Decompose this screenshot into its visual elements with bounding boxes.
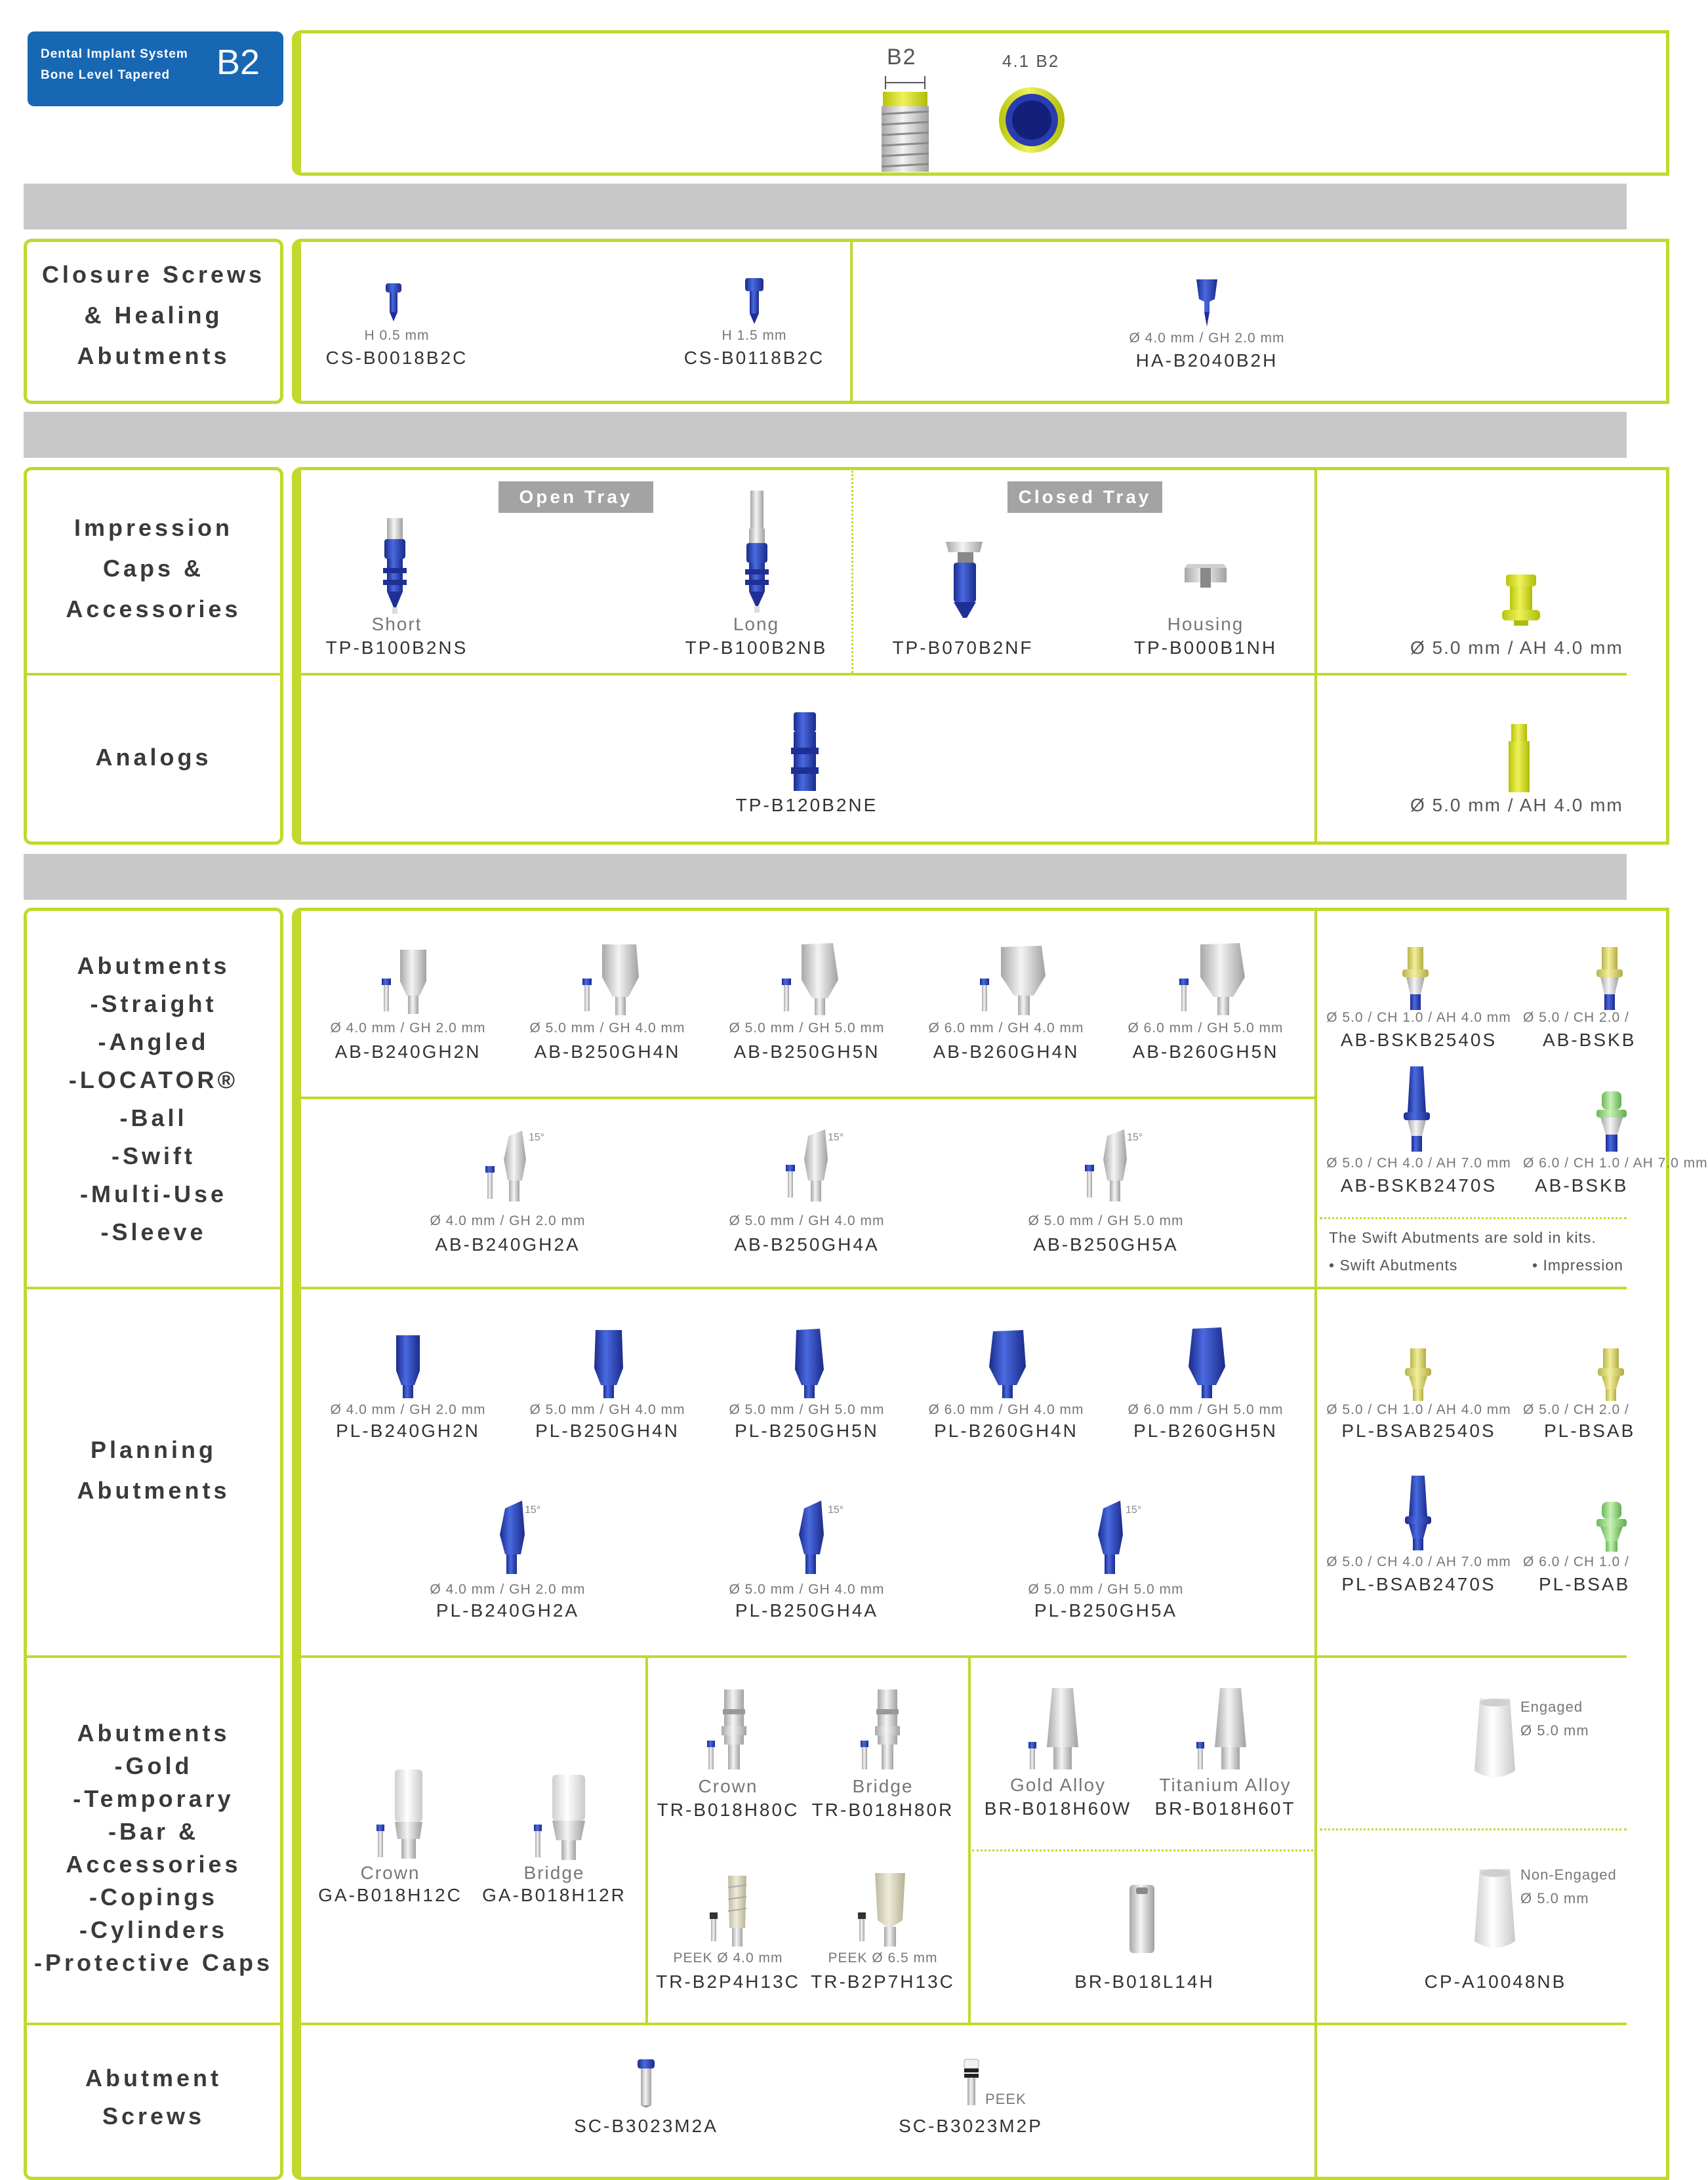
category-line: Caps & bbox=[102, 555, 205, 582]
angle-label: 15° bbox=[828, 1504, 844, 1516]
divider bbox=[292, 673, 1627, 676]
product-code: TP-B000B1NH bbox=[1133, 637, 1278, 658]
divider bbox=[24, 673, 283, 676]
product-code: BR-B018L14H bbox=[1074, 1971, 1215, 1992]
spec-label: PEEK Ø 6.5 mm bbox=[828, 1950, 938, 1966]
spec-label: Ø 5.0 mm bbox=[1520, 1890, 1589, 1907]
divider bbox=[24, 1287, 283, 1289]
spec-label: Ø 5.0 mm / GH 4.0 mm bbox=[729, 1213, 885, 1228]
divider bbox=[292, 1655, 1627, 1658]
yellow-cap-icon bbox=[1502, 575, 1540, 626]
product-code: PL-B240GH2N bbox=[336, 1421, 480, 1441]
category-line: Screws bbox=[102, 2103, 205, 2130]
category-line: Abutments bbox=[77, 1477, 230, 1504]
category-line: Analogs bbox=[95, 744, 212, 771]
product-code: SC-B3023M2P bbox=[899, 2116, 1043, 2136]
category-impression bbox=[24, 508, 283, 630]
product-code: CP-A10048NB bbox=[1424, 1971, 1567, 1992]
product-code: PL-BSAB2470S bbox=[1341, 1574, 1496, 1594]
spec-label: Ø 5.0 mm / GH 4.0 mm bbox=[729, 1582, 885, 1597]
divider bbox=[292, 2023, 1627, 2025]
spec-label: Ø 4.0 mm / GH 2.0 mm bbox=[430, 1213, 586, 1228]
spec-label: Ø 6.0 mm / GH 4.0 mm bbox=[928, 1020, 1084, 1036]
category-line: -Copings bbox=[89, 1884, 218, 1910]
product-code: TR-B018H80C bbox=[657, 1800, 800, 1820]
straight-abutment-icon bbox=[580, 944, 645, 1015]
spec-label: Ø 4.0 mm / GH 2.0 mm bbox=[430, 1582, 586, 1597]
category-line: Abutments bbox=[77, 1720, 230, 1746]
product-code: TP-B100B2NB bbox=[685, 637, 828, 658]
planning-swift-icon bbox=[1405, 1348, 1431, 1401]
straight-abutment-icon bbox=[379, 950, 436, 1015]
straight-abutment-icon bbox=[779, 943, 845, 1015]
divider bbox=[968, 1657, 971, 2024]
dotted-divider bbox=[1320, 1217, 1627, 1219]
swift-abutment-icon bbox=[1596, 947, 1623, 1010]
spec-label: Ø 5.0 / CH 1.0 / AH 4.0 mm bbox=[1326, 1010, 1511, 1025]
product-label: Short bbox=[371, 614, 422, 634]
dotted-divider bbox=[972, 1849, 1313, 1851]
category-line: Abutments bbox=[77, 952, 230, 979]
abutment-screw-icon bbox=[963, 2059, 980, 2108]
category-line: -Angled bbox=[98, 1028, 209, 1055]
gold-abutment-icon bbox=[533, 1775, 589, 1861]
product-code: GA-B018H12R bbox=[482, 1885, 626, 1905]
product-code: TR-B2P7H13C bbox=[811, 1971, 955, 1992]
divider bbox=[301, 1097, 1316, 1099]
product-code: AB-B250GH5A bbox=[1033, 1234, 1179, 1255]
hero-top-label: 4.1 B2 bbox=[1002, 51, 1060, 71]
housing-icon bbox=[1185, 564, 1227, 588]
product-code: CS-B0018B2C bbox=[325, 348, 468, 368]
category-closure bbox=[24, 254, 283, 376]
product-code: AB-BSKB bbox=[1535, 1175, 1629, 1196]
product-code: PL-BSAB bbox=[1544, 1421, 1636, 1441]
brand-model: B2 bbox=[216, 43, 260, 82]
spec-label: Ø 5.0 mm / GH 5.0 mm bbox=[729, 1402, 885, 1417]
category-line: -LOCATOR® bbox=[68, 1066, 239, 1093]
abutment-screw-icon bbox=[638, 2059, 655, 2108]
peek-temporary-icon bbox=[708, 1876, 754, 1948]
spec-label: Ø 6.0 mm / GH 5.0 mm bbox=[1128, 1020, 1284, 1036]
planning-angled-icon bbox=[794, 1501, 826, 1574]
product-code: AB-B260GH4N bbox=[933, 1041, 1080, 1062]
divider bbox=[292, 1287, 1627, 1289]
section-band-1 bbox=[24, 184, 1627, 230]
category-line: & Healing bbox=[84, 302, 223, 329]
spec-label: Ø 5.0 mm / GH 5.0 mm bbox=[729, 1020, 885, 1036]
angled-abutment-icon bbox=[484, 1131, 531, 1204]
category-planning bbox=[24, 1430, 283, 1511]
spec-label: Ø 5.0 / CH 4.0 / AH 7.0 mm bbox=[1326, 1554, 1511, 1569]
spec-label: Ø 5.0 mm bbox=[1520, 1722, 1589, 1739]
spec-label: Ø 4.0 mm / GH 2.0 mm bbox=[1129, 331, 1285, 346]
product-code: PL-BSAB2540S bbox=[1341, 1421, 1496, 1441]
product-code: TP-B100B2NS bbox=[325, 637, 468, 658]
category-line: -Straight bbox=[90, 990, 217, 1017]
product-code: PL-B260GH4N bbox=[934, 1421, 1078, 1441]
product-code: PL-B260GH5N bbox=[1133, 1421, 1278, 1441]
product-code: HA-B2040B2H bbox=[1135, 350, 1278, 371]
angle-label: 15° bbox=[529, 1132, 545, 1143]
category-line: -Gold bbox=[114, 1752, 193, 1779]
planning-abutment-icon bbox=[593, 1330, 624, 1398]
spec-label: Ø 5.0 / CH 1.0 / AH 4.0 mm bbox=[1326, 1402, 1511, 1417]
brand-line2: Bone Level Tapered bbox=[41, 68, 171, 82]
swift-abutment-icon bbox=[1404, 1066, 1430, 1152]
product-code: SC-B3023M2A bbox=[574, 2116, 718, 2136]
temporary-abutment-icon bbox=[706, 1689, 752, 1772]
planning-abutment-icon bbox=[1189, 1327, 1225, 1398]
swift-note-item: • Swift Abutments bbox=[1329, 1257, 1458, 1274]
implant-icon bbox=[872, 73, 938, 172]
product-code: AB-B250GH5N bbox=[733, 1041, 880, 1062]
temporary-abutment-icon bbox=[859, 1689, 905, 1772]
planning-angled-icon bbox=[1093, 1501, 1126, 1574]
product-label: Bridge bbox=[852, 1776, 914, 1796]
straight-abutment-icon bbox=[977, 946, 1049, 1015]
hero-implant-label: B2 bbox=[887, 45, 917, 70]
open-tray-label: Open Tray bbox=[498, 481, 653, 513]
swift-note-item: • Impression bbox=[1532, 1257, 1623, 1274]
product-code: PL-B250GH5N bbox=[735, 1421, 879, 1441]
brand-line1: Dental Implant System bbox=[41, 47, 188, 61]
planning-swift-icon bbox=[1405, 1476, 1431, 1550]
closure-screw-icon bbox=[384, 283, 403, 323]
divider bbox=[1314, 467, 1317, 845]
planning-swift-icon bbox=[1598, 1348, 1624, 1401]
product-code: TP-B120B2NE bbox=[735, 795, 878, 815]
spec-label: Ø 5.0 mm / GH 5.0 mm bbox=[1028, 1582, 1184, 1597]
product-code: AB-BSKB2540S bbox=[1340, 1030, 1497, 1050]
swift-abutment-icon bbox=[1402, 947, 1429, 1010]
product-code: TR-B2P4H13C bbox=[656, 1971, 800, 1992]
spec-label: PEEK bbox=[985, 2091, 1027, 2107]
impression-post-icon bbox=[742, 491, 771, 613]
spec-label: Ø 5.0 / CH 4.0 / AH 7.0 mm bbox=[1326, 1156, 1511, 1171]
spec-label: Ø 4.0 mm / GH 2.0 mm bbox=[330, 1020, 486, 1036]
protective-cap-icon bbox=[1472, 1699, 1518, 1780]
product-code: AB-B250GH4A bbox=[734, 1234, 880, 1255]
product-code: BR-B018H60W bbox=[984, 1798, 1132, 1819]
divider bbox=[1314, 908, 1317, 2180]
category-line: -Swift bbox=[112, 1142, 195, 1169]
product-label: Ø 5.0 mm / AH 4.0 mm bbox=[1410, 637, 1623, 658]
product-code: TR-B018H80R bbox=[811, 1800, 954, 1820]
category-line: -Multi-Use bbox=[80, 1181, 227, 1207]
product-code: PL-B250GH4A bbox=[735, 1600, 879, 1621]
bar-abutment-icon bbox=[1027, 1688, 1084, 1772]
protective-cap-icon bbox=[1472, 1869, 1518, 1950]
category-gold bbox=[24, 1717, 283, 1979]
category-line: -Protective Caps bbox=[33, 1949, 274, 1976]
section-band-2 bbox=[24, 412, 1627, 458]
brand-badge bbox=[28, 31, 283, 106]
spec-label: Ø 6.0 / CH 1.0 / AH 7.0 mm bbox=[1523, 1156, 1708, 1171]
planning-abutment-icon bbox=[395, 1335, 421, 1398]
planning-abutment-icon bbox=[989, 1330, 1026, 1398]
product-code: BR-B018H60T bbox=[1154, 1798, 1296, 1819]
category-abutments bbox=[24, 947, 283, 1251]
divider bbox=[24, 2023, 283, 2025]
analog-icon bbox=[790, 712, 820, 791]
spec-label: Ø 5.0 mm / GH 5.0 mm bbox=[1028, 1213, 1184, 1228]
spec-label: Ø 5.0 / CH 2.0 / bbox=[1523, 1402, 1629, 1417]
product-label: Gold Alloy bbox=[1009, 1775, 1107, 1795]
product-code: TP-B070B2NF bbox=[892, 637, 1034, 658]
category-line: Impression bbox=[73, 514, 234, 541]
product-code: GA-B018H12C bbox=[318, 1885, 462, 1905]
yellow-analog-icon bbox=[1507, 724, 1531, 792]
product-code: CS-B0118B2C bbox=[683, 348, 825, 368]
angled-abutment-icon bbox=[784, 1129, 832, 1204]
planning-swift-icon bbox=[1596, 1502, 1627, 1552]
product-code: AB-BSKB bbox=[1543, 1030, 1637, 1050]
category-line: -Ball bbox=[119, 1104, 188, 1131]
product-code: PL-B250GH5A bbox=[1034, 1600, 1178, 1621]
product-code: AB-B240GH2N bbox=[335, 1041, 481, 1062]
hero-frame bbox=[292, 30, 1669, 176]
category-line: -Cylinders bbox=[79, 1916, 228, 1943]
angle-label: 15° bbox=[1126, 1504, 1142, 1516]
category-line: Accessories bbox=[66, 595, 241, 622]
category-screws bbox=[24, 2059, 283, 2135]
divider bbox=[645, 1657, 648, 2024]
straight-abutment-icon bbox=[1177, 943, 1249, 1015]
planning-angled-icon bbox=[495, 1501, 527, 1574]
spec-label: Engaged bbox=[1520, 1699, 1583, 1715]
product-code: PL-B240GH2A bbox=[436, 1600, 580, 1621]
spec-label: Ø 6.0 mm / GH 4.0 mm bbox=[928, 1402, 1084, 1417]
product-label: Long bbox=[733, 614, 780, 634]
closure-frame bbox=[292, 239, 1669, 404]
cylinder-icon bbox=[1126, 1885, 1158, 1953]
product-code: AB-B240GH2A bbox=[435, 1234, 580, 1255]
angle-label: 15° bbox=[1127, 1132, 1143, 1143]
category-line: Abutments bbox=[77, 342, 230, 369]
bar-abutment-icon bbox=[1195, 1688, 1251, 1772]
closed-tray-post-icon bbox=[945, 542, 984, 620]
peek-temporary-icon bbox=[857, 1873, 909, 1948]
divider bbox=[850, 239, 853, 404]
product-code: AB-B250GH4N bbox=[534, 1041, 681, 1062]
product-label: Ø 5.0 mm / AH 4.0 mm bbox=[1410, 795, 1623, 815]
product-code: PL-B250GH4N bbox=[535, 1421, 680, 1441]
swift-abutment-icon bbox=[1596, 1091, 1627, 1152]
spec-label: Ø 6.0 / CH 1.0 / bbox=[1523, 1554, 1629, 1569]
category-line: Abutment bbox=[85, 2065, 222, 2091]
angle-label: 15° bbox=[828, 1132, 844, 1143]
angled-abutment-icon bbox=[1084, 1129, 1131, 1204]
spec-label: Ø 4.0 mm / GH 2.0 mm bbox=[330, 1402, 486, 1417]
product-label: Housing bbox=[1167, 614, 1244, 634]
implant-top-view-icon bbox=[997, 85, 1067, 155]
gold-abutment-icon bbox=[375, 1769, 428, 1861]
product-code: AB-BSKB2470S bbox=[1340, 1175, 1497, 1196]
category-analogs bbox=[24, 737, 283, 778]
category-line: -Sleeve bbox=[100, 1219, 207, 1245]
category-line: -Temporary bbox=[73, 1785, 234, 1812]
swift-note: The Swift Abutments are sold in kits. bbox=[1329, 1229, 1596, 1246]
product-label: Titanium Alloy bbox=[1159, 1775, 1291, 1795]
product-code: AB-B260GH5N bbox=[1132, 1041, 1279, 1062]
planning-abutment-icon bbox=[794, 1329, 825, 1398]
spec-label: Ø 5.0 mm / GH 4.0 mm bbox=[529, 1402, 685, 1417]
product-code: PL-BSAB bbox=[1539, 1574, 1631, 1594]
product-label: Crown bbox=[698, 1776, 758, 1796]
angle-label: 15° bbox=[525, 1504, 541, 1516]
spec-label: Ø 5.0 / CH 2.0 / bbox=[1523, 1010, 1629, 1025]
category-line: -Bar & Accessories bbox=[66, 1818, 241, 1878]
product-label: Bridge bbox=[523, 1863, 585, 1883]
spec-label: Non-Engaged bbox=[1520, 1867, 1617, 1883]
spec-label: Ø 5.0 mm / GH 4.0 mm bbox=[529, 1020, 685, 1036]
category-line: Closure Screws bbox=[41, 261, 266, 288]
dotted-divider bbox=[1320, 1828, 1627, 1830]
divider bbox=[24, 1655, 283, 1658]
spec-label: PEEK Ø 4.0 mm bbox=[673, 1950, 783, 1966]
section-band-3 bbox=[24, 854, 1627, 900]
closed-tray-label: Closed Tray bbox=[1007, 481, 1162, 513]
healing-abutment-icon bbox=[1195, 279, 1219, 328]
category-line: Planning bbox=[91, 1436, 216, 1463]
spec-label: Ø 6.0 mm / GH 5.0 mm bbox=[1128, 1402, 1284, 1417]
product-label: Crown bbox=[360, 1863, 420, 1883]
spec-label: H 0.5 mm bbox=[364, 328, 430, 343]
spec-label: H 1.5 mm bbox=[722, 328, 787, 343]
impression-post-icon bbox=[380, 518, 409, 614]
closure-screw-icon bbox=[744, 278, 765, 325]
